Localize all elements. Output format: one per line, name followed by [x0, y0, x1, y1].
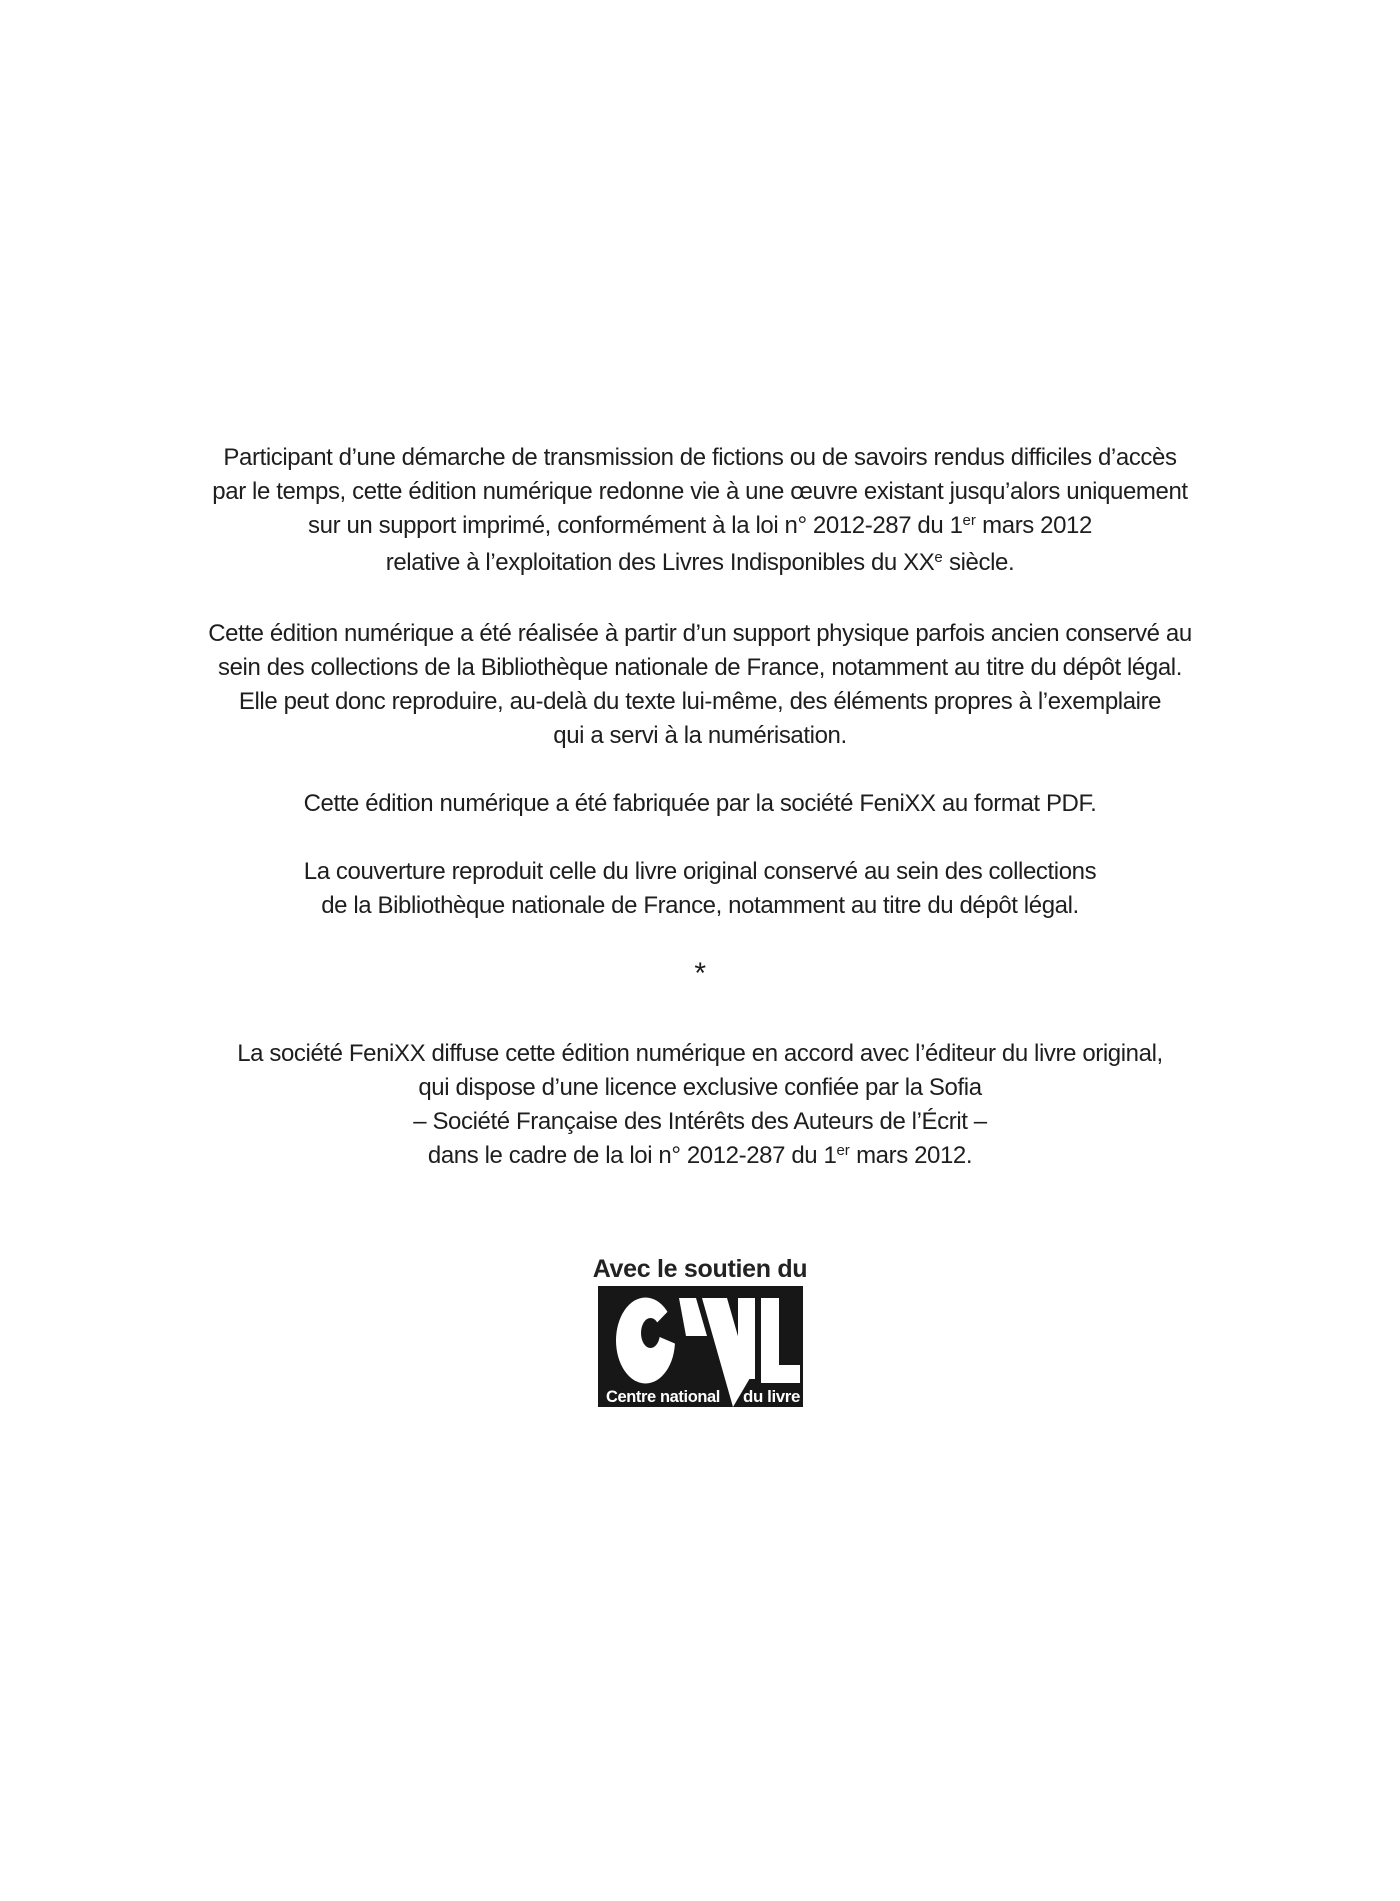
text-line: Participant d’une démarche de transmission de fictions ou de savoirs rendus difficiles d’accès	[223, 444, 1177, 471]
paragraph-transmission	[0, 441, 1400, 583]
text-segment: mars 2012	[975, 512, 1092, 539]
text-segment: dans le cadre de la loi n° 2012-287 du 1	[427, 1142, 837, 1169]
text-line: par le temps, cette édition numérique redonne vie à une œuvre existant jusqu’alors uniquement	[212, 478, 1188, 505]
text-segment: mars 2012.	[849, 1142, 973, 1169]
text-line	[0, 509, 1400, 546]
superscript-e: e	[934, 549, 943, 566]
text-line: qui dispose d’une licence exclusive confiée par la Sofia	[418, 1074, 982, 1101]
paragraph-source	[0, 617, 1400, 753]
text-line: Cette édition numérique a été réalisée à partir d’un support physique parfois ancien conservé au	[208, 620, 1192, 647]
text-line: Elle peut donc reproduire, au-delà du texte lui-même, des éléments propres à l’exemplaire	[238, 688, 1162, 715]
logo-caption-right: du livre	[742, 1387, 800, 1406]
text-line: qui a servi à la numérisation.	[553, 722, 847, 749]
paragraph-diffusion	[0, 1037, 1400, 1176]
cnl-logo-container	[0, 1286, 1400, 1417]
cnl-logo	[598, 1286, 803, 1407]
text-line: – Société Française des Intérêts des Auteurs de l’Écrit –	[413, 1108, 987, 1135]
text-line: La couverture reproduit celle du livre original conservé au sein des collections	[303, 858, 1097, 885]
paragraph-cover	[0, 855, 1400, 923]
text-line	[0, 546, 1400, 583]
paragraph-fabrication	[0, 787, 1400, 821]
superscript-er: er	[962, 512, 976, 529]
text-line: de la Bibliothèque nationale de France, notamment au titre du dépôt légal.	[321, 892, 1079, 919]
asterisk-separator: *	[694, 957, 706, 990]
logo-caption-left: Centre national	[605, 1387, 720, 1406]
text-segment: relative à l’exploitation des Livres Indisponibles du XX	[385, 549, 935, 576]
support-label: Avec le soutien du	[592, 1255, 808, 1283]
text-segment: sur un support imprimé, conformément à la loi n° 2012-287 du 1	[308, 512, 963, 539]
text-segment: siècle.	[942, 549, 1015, 576]
text-line: La société FeniXX diffuse cette édition numérique en accord avec l’éditeur du livre original,	[237, 1040, 1163, 1067]
superscript-er: er	[836, 1142, 850, 1159]
text-line	[0, 1139, 1400, 1176]
text-line: Cette édition numérique a été fabriquée par la société FeniXX au format PDF.	[303, 790, 1097, 817]
text-line: sein des collections de la Bibliothèque nationale de France, notamment au titre du dépôt légal.	[218, 654, 1182, 681]
